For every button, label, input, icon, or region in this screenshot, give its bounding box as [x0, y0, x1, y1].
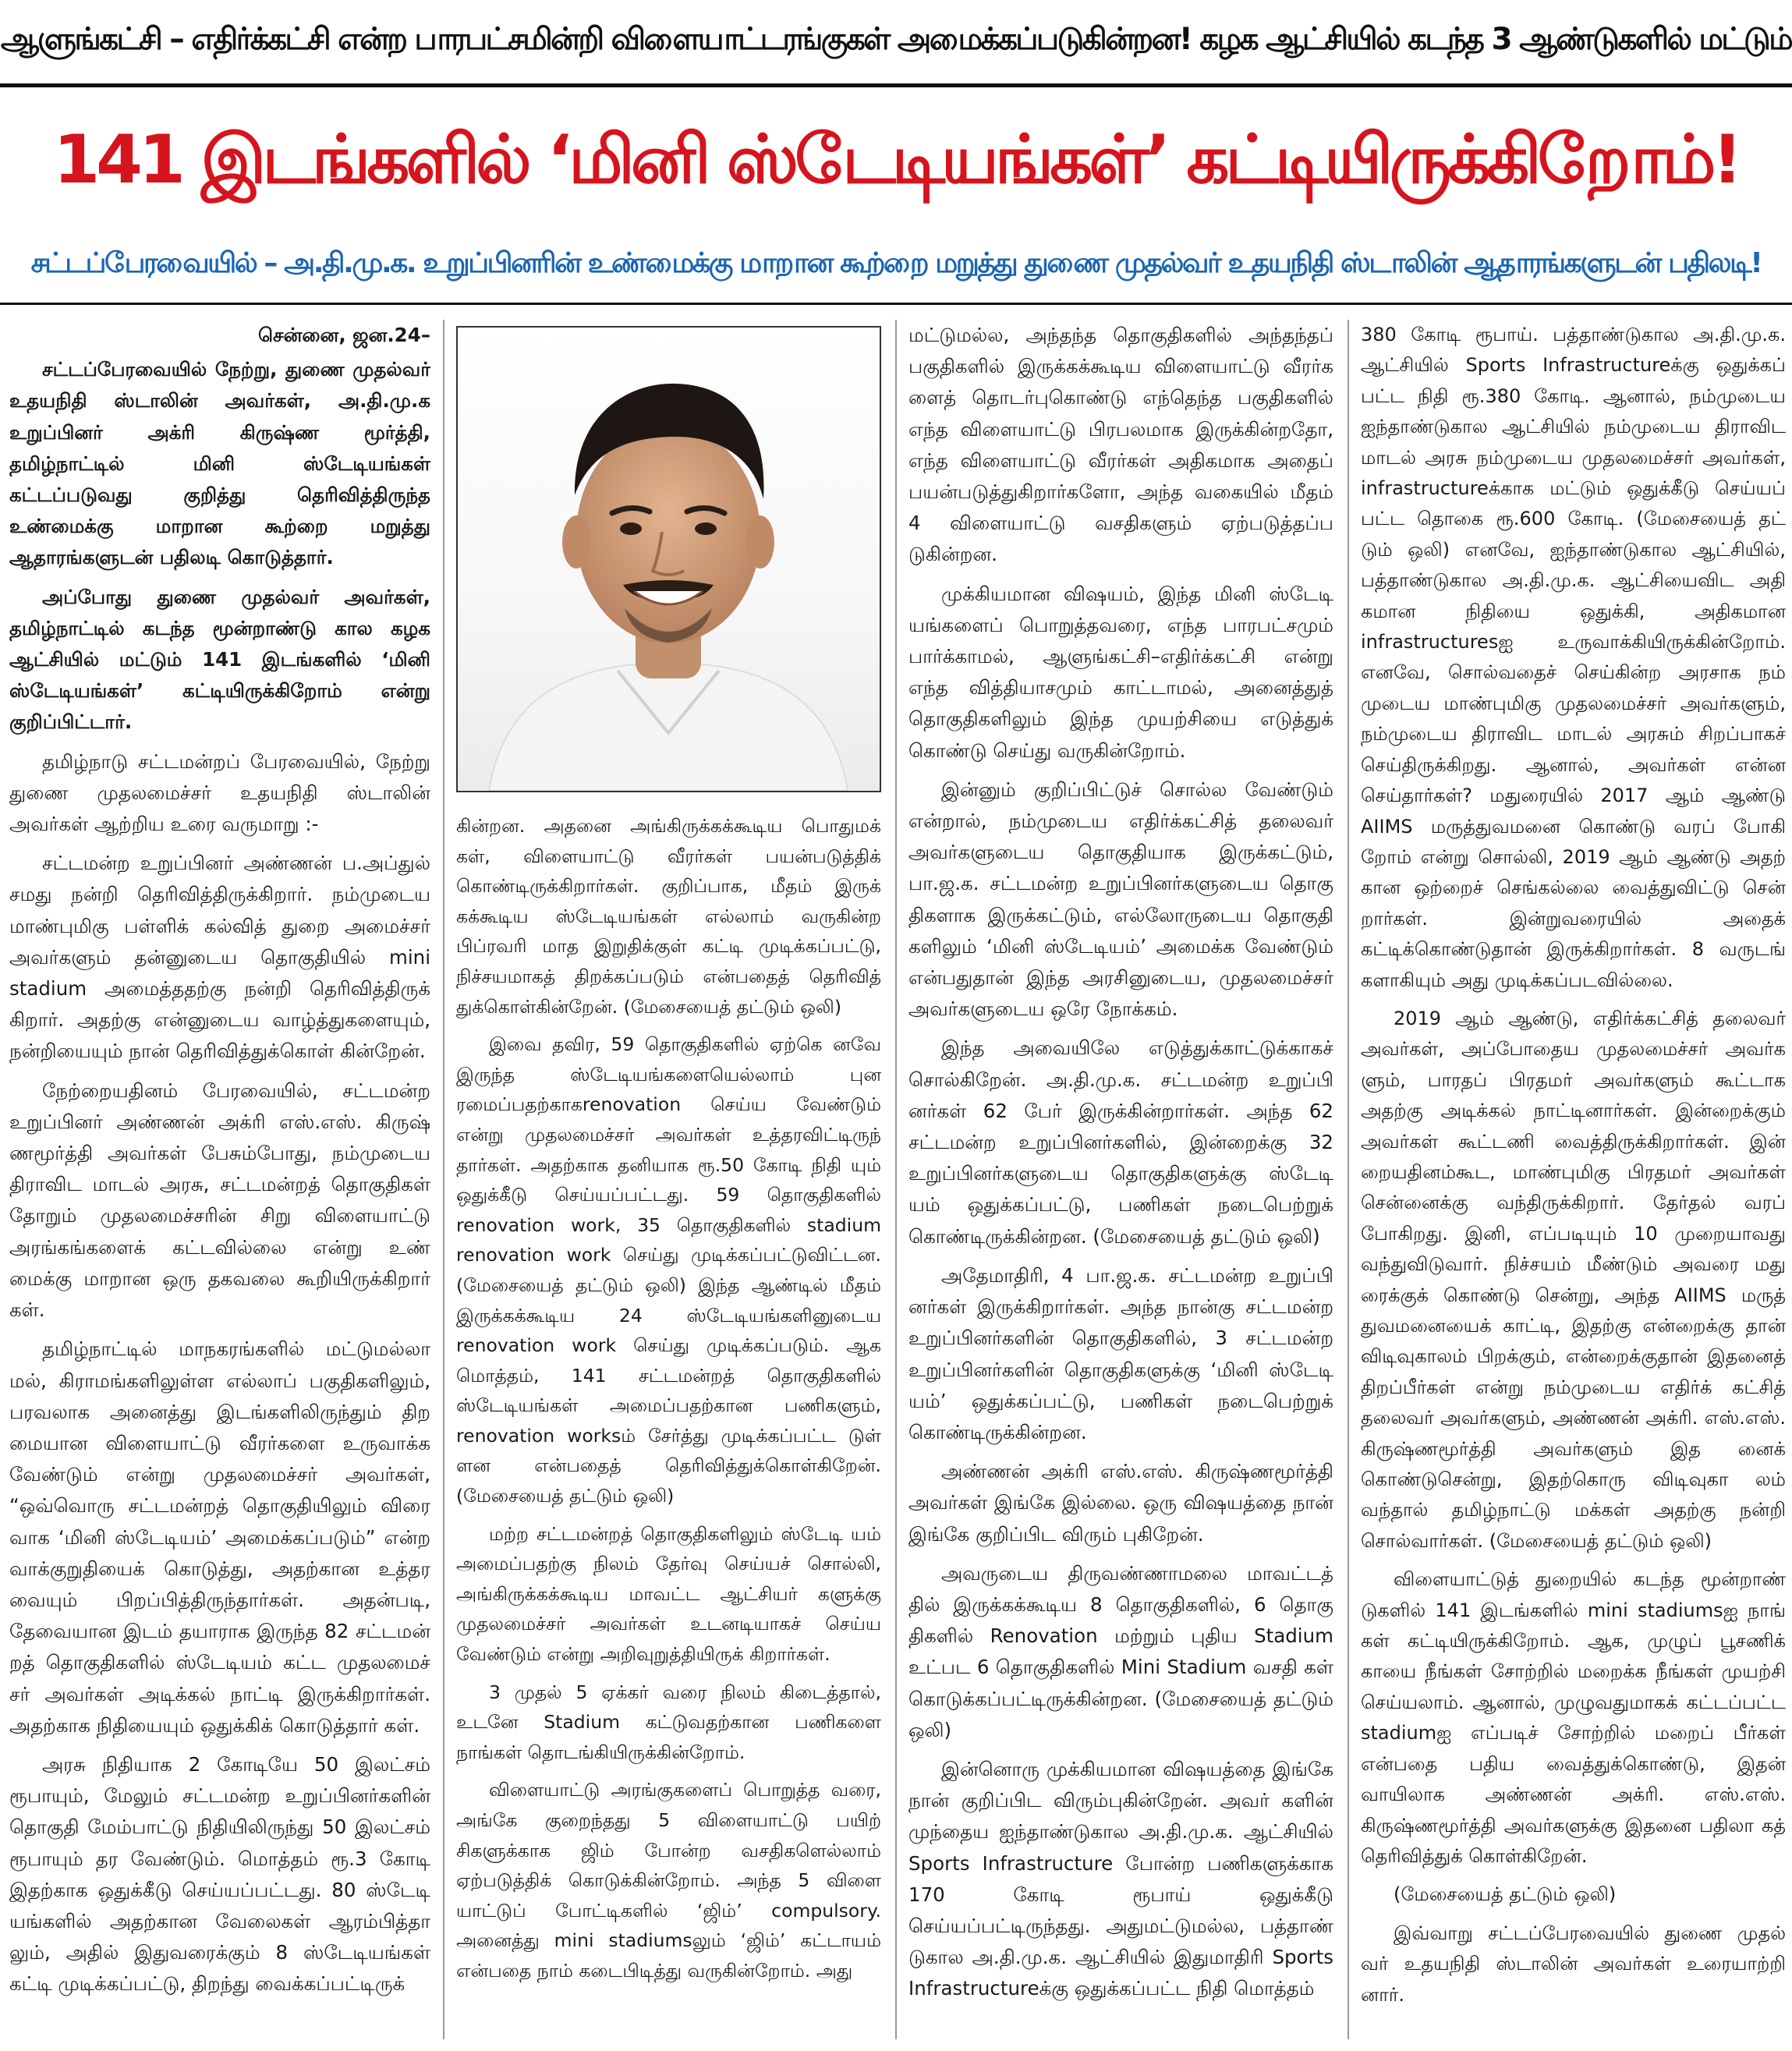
paragraph: 3 முதல் 5 ஏக்கர் வரை நிலம் கிடைத்தால், உடனே Stadium கட்டுவதற்கான பணிகளை நாங்கள் தொடங்கியிருக்கின்றோம். — [456, 1681, 881, 1763]
deck-subheadline: சட்டப்பேரவையில் – அ.தி.மு.க. உறுப்பினரின் உண்மைக்கு மாறான கூற்றை மறுத்து துணை முதல்வர் உதயநிதி ஸ்டாலின் ஆதாரங்களுடன் பதிலடி! — [30, 247, 1762, 279]
paragraph: விளையாட்டுத் துறையில் கடந்த மூன்றாண் டுகளில் 141 இடங்களில் mini stadiumsஐ நாங் கள் கட்டியிருக்கிறோம். ஆக, முழுப் பூசணிக் காயை நீங்கள் சோற்றில் மறைக்க நீங்கள் முயற்சி செய்யலாம். ஆனால், முழுவதுமாகக் கட்டப்பட்ட stadiumஐ எப்படிச் சோற்றில் மறைப் பீர்கள் என்பதை பதிய வைத்துக்கொண்டு, இதன் வாயிலாக அண்ணன் அக்ரி. எஸ்.எஸ். கிருஷ்ணமூர்த்தி அவர்களுக்கு இதனை பதிலா கத் தெரிவித்துக் கொள்கிறேன். — [1361, 1568, 1786, 1867]
paragraph: இன்னும் குறிப்பிட்டுச் சொல்ல வேண்டும் என்றால், நம்முடைய எதிர்க்கட்சித் தலைவர் அவர்களுடைய தொகுதியாக இருக்கட்டும், பா.ஜ.க. சட்டமன்ற உறுப்பினர்களுடைய தொகு திகளாக இருக்கட்டும், எல்லோருடைய தொகுதி களிலும் ‘மினி ஸ்டேடியம்’ அமைக்க வேண்டும் என்பதுதான் இந்த அரசினுடைய, முதலமைச்சர் அவர்களுடைய ஒரே நோக்கம். — [908, 778, 1333, 1021]
paragraph: கின்றன. அதனை அங்கிருக்கக்கூடிய பொதுமக் கள், விளையாட்டு வீரர்கள் பயன்படுத்திக் கொண்டிருக்கிறார்கள். குறிப்பாக, மீதம் இருக் கக்கூடிய ஸ்டேடியங்கள் எல்லாம் வருகின்ற பிப்ரவரி மாத இறுதிக்குள் கட்டி முடிக்கப்பட்டு, நிச்சயமாகத் திறக்கப்படும் என்பதைத் தெரிவித் துக்கொள்கின்றேன். (மேசையைத் தட்டும் ஒலி) — [456, 815, 881, 1018]
paragraph: சட்டமன்ற உறுப்பினர் அண்ணன் ப.அப்துல் சமது நன்றி தெரிவித்திருக்கிறார். நம்முடைய மாண்புமிகு பள்ளிக் கல்வித் துறை அமைச்சர் அவர்களும் தன்னுடைய தொகுதியில் mini stadium அமைத்ததற்கு நன்றி தெரிவித்திருக் கிறார். அதற்கு என்னுடைய வாழ்த்துகளையும், நன்றியையும் நான் தெரிவித்துக்கொள் கின்றேன். — [9, 852, 430, 1063]
paragraph: இந்த அவையிலே எடுத்துக்காட்டுக்காகச் சொல்கிறேன். அ.தி.மு.க. சட்டமன்ற உறுப்பி னர்கள் 62 பேர் இருக்கின்றார்கள். அந்த 62 சட்டமன்ற உறுப்பினர்களில், இன்றைக்கு 32 உறுப்பினர்களுடைய தொகுதிகளுக்கு ஸ்டேடி யம் ஒதுக்கப்பட்டு, பணிகள் நடைபெற்றுக் கொண்டிருக்கின்றன. (மேசையைத் தட்டும் ஒலி) — [908, 1036, 1333, 1248]
article-column-4 — [1361, 320, 1786, 2039]
lead-paragraph: சட்டப்பேரவையில் நேற்று, துணை முதல்வர் உதயநிதி ஸ்டாலின் அவர்கள், அ.தி.மு.க உறுப்பினர் அக்ரி கிருஷ்ண மூர்த்தி, தமிழ்நாட்டில் மினி ஸ்டேடியங்கள் கட்டப்படுவது குறித்து தெரிவித்திருந்த உண்மைக்கு மாறான கூற்றை மறுத்து ஆதாரங்களுடன் பதிலடி கொடுத்தார். — [9, 358, 430, 569]
paragraph: தமிழ்நாட்டில் மாநகரங்களில் மட்டுமல்லா மல், கிராமங்களிலுள்ள எல்லாப் பகுதிகளிலும், பரவலாக அனைத்து இடங்களிலிருந்தும் திற மையான விளையாட்டு வீரர்களை உருவாக்க வேண்டும் என்று முதலமைச்சர் அவர்கள், “ஒவ்வொரு சட்டமன்றத் தொகுதியிலும் விரை வாக ‘மினி ஸ்டேடியம்’ அமைக்கப்படும்” என்ற வாக்குறுதியைக் கொடுத்து, அதற்கான உத்தர வையும் பிறப்பித்திருந்தார்கள். அதன்படி, தேவையான இடம் தயாராக இருந்த 82 சட்டமன் றத் தொகுதிகளில் ஸ்டேடியம் கட்ட முதலமைச் சர் அவர்கள் அடிக்கல் நாட்டி இருக்கிறார்கள். அதற்காக நிதியையும் ஒதுக்கிக் கொடுத்தார் கள். — [9, 1337, 430, 1737]
kicker-line: ஆளுங்கட்சி – எதிர்க்கட்சி என்ற பாரபட்சமின்றி விளையாட்டரங்குகள் அமைக்கப்படுகின்றன! கழக ஆட்சியில் கடந்த 3 ஆண்டுகளில் மட்டும் — [0, 21, 1792, 57]
paragraph: 2019 ஆம் ஆண்டு, எதிர்க்கட்சித் தலைவர் அவர்கள், அப்போதைய முதலமைச்சர் அவர்க ளும், பாரதப் பிரதமர் அவர்களும் கூட்டாக அதற்கு அடிக்கல் நாட்டினார்கள். இன்றைக்கும் அவர்கள் கூட்டணி வைத்திருக்கிறார்கள். இன் றையதினம்கூட, மாண்புமிகு பிரதமர் அவர்கள் சென்னைக்கு வந்திருக்கிறார். தேர்தல் வரப் போகிறது. இனி, எப்படியும் 10 முறையாவது வந்துவிடுவார். நிச்சயம் மீண்டும் அவரை மது ரைக்குக் கொண்டு சென்று, அந்த AIIMS மருத் துவமனையைக் காட்டி, இதற்கு என்றைக்கு தான் விடிவுகாலம் பிறக்கும், என்றைக்குதான் இதனைத் திறப்பீர்கள் என்று நம்முடைய எதிர்க் கட்சித் தலைவர் அவர்களும், அண்ணன் அக்ரி. எஸ்.எஸ். கிருஷ்ணமூர்த்தி அவர்களும் இத னைக் கொண்டுசென்று, இதற்கொரு விடிவுகா லம் வந்தால் தமிழ்நாட்டு மக்கள் அதற்கு நன்றி சொல்வார்கள். (மேசையைத் தட்டும் ஒலி) — [1361, 1007, 1786, 1552]
column-divider — [895, 320, 897, 2039]
paragraph: மட்டுமல்ல, அந்தந்த தொகுதிகளில் அந்தந்தப் பகுதிகளில் இருக்கக்கூடிய விளையாட்டு வீரர்க ளைத் தொடர்புகொண்டு எந்தெந்த பகுதிகளில் எந்த விளையாட்டு பிரபலமாக இருக்கின்றதோ, எந்த விளையாட்டு வீரர்கள் அதிகமாக அதைப் பயன்படுத்துகிறார்களோ, அந்த வகையில் மீதம் 4 விளையாட்டு வசதிகளும் ஏற்படுத்தப்ப டுகின்றன. — [908, 324, 1333, 566]
paragraph: அரசு நிதியாக 2 கோடியே 50 இலட்சம் ரூபாயும், மேலும் சட்டமன்ற உறுப்பினர்களின் தொகுதி மேம்பாட்டு நிதியிலிருந்து 50 இலட்சம் ரூபாயும் தர வேண்டும். மொத்தம் ரூ.3 கோடி இதற்காக ஒதுக்கீடு செய்யப்பட்டது. 80 ஸ்டேடி யங்களில் அதற்கான வேலைகள் ஆரம்பித்தா லும், அதில் இதுவரைக்கும் 8 ஸ்டேடியங்கள் கட்டி முடிக்கப்பட்டு, திறந்து வைக்கப்பட்டிருக் — [9, 1752, 430, 1996]
top-rule — [0, 83, 1792, 87]
paragraph: நேற்றையதினம் பேரவையில், சட்டமன்ற உறுப்பினர் அண்ணன் அக்ரி எஸ்.எஸ். கிருஷ் ணமூர்த்தி அவர்கள் பேசும்போது, நம்முடைய திராவிட மாடல் அரசு, சட்டமன்றத் தொகுதிகள் தோறும் முதலமைச்சரின் சிறு விளையாட்டு அரங்கங்களைக் கட்டவில்லை என்று உண் மைக்கு மாறான ஒரு தகவலை கூறியிருக்கிறார் கள். — [9, 1079, 430, 1322]
deck-rule — [0, 303, 1792, 305]
portrait-photo — [456, 326, 881, 792]
dateline: சென்னை, ஜன.24– — [257, 324, 430, 346]
paragraph: மற்ற சட்டமன்றத் தொகுதிகளிலும் ஸ்டேடி யம் அமைப்பதற்கு நிலம் தேர்வு செய்யச் சொல்லி, அங்கிருக்கக்கூடிய மாவட்ட ஆட்சியர் களுக்கு முதலமைச்சர் அவர்கள் உடனடியாகச் செய்ய வேண்டும் என்று அறிவுறுத்தியிருக் கிறார்கள். — [456, 1522, 881, 1666]
paragraph: முக்கியமான விஷயம், இந்த மினி ஸ்டேடி யங்களைப் பொறுத்தவரை, எந்த பாரபட்சமும் பார்க்காமல், ஆளுங்கட்சி–எதிர்க்கட்சி என்று எந்த வித்தியாசமும் காட்டாமல், அனைத்துத் தொகுதிகளிலும் இந்த முயற்சியை எடுத்துக் கொண்டு செய்து வருகின்றோம். — [908, 582, 1333, 762]
paragraph: (மேசையைத் தட்டும் ஒலி) — [1394, 1883, 1617, 1906]
paragraph: இவ்வாறு சட்டப்பேரவையில் துணை முதல் வர் உதயநிதி ஸ்டாலின் அவர்கள் உரையாற்றி னார். — [1361, 1922, 1786, 2006]
paragraph: அண்ணன் அக்ரி எஸ்.எஸ். கிருஷ்ணமூர்த்தி அவர்கள் இங்கே இல்லை. ஒரு விஷயத்தை நான் இங்கே குறிப்பிட விரும் புகிறேன். — [908, 1460, 1333, 1546]
headline: 141 இடங்களில் ‘மினி ஸ்டேடியங்கள்’ கட்டியிருக்கிறோம்! — [53, 120, 1739, 199]
article-column-1 — [9, 320, 430, 2039]
portrait-illustration — [458, 328, 880, 791]
column-divider — [443, 320, 444, 2039]
paragraph: 380 கோடி ரூபாய். பத்தாண்டுகால அ.தி.மு.க. ஆட்சியில் Sports Infrastructureக்கு ஒதுக்கப் பட்ட நிதி ரூ.380 கோடி. ஆனால், நம்முடைய ஐந்தாண்டுகால ஆட்சியில் நம்முடைய திராவிட மாடல் அரசு நம்முடைய முதலமைச்சர் அவர்கள், infrastructureக்காக மட்டும் ஒதுக்கீடு செய்யப் பட்ட தொகை ரூ.600 கோடி. (மேசையைத் தட் டும் ஒலி) எனவே, ஐந்தாண்டுகால ஆட்சியில், பத்தாண்டுகால அ.தி.மு.க. ஆட்சியைவிட அதி கமான நிதியை ஒதுக்கி, அதிகமான infrastructuresஐ உருவாக்கியிருக்கின்றோம். எனவே, சொல்வதைச் செய்கின்ற அரசாக நம் முடைய மாண்புமிகு முதலமைச்சர் அவர்களும், நம்முடைய திராவிட மாடல் அரசும் சிறப்பாகச் செய்திருக்கிறது. ஆனால், அவர்கள் என்ன செய்தார்கள்? மதுரையில் 2017 ஆம் ஆண்டு AIIMS மருத்துவமனை கொண்டு வரப் போகி றோம் என்று சொல்லி, 2019 ஆம் ஆண்டு அதற் கான ஒற்றைச் செங்கல்லை வைத்துவிட்டு சென் றார்கள். இன்றுவரையில் அதைக் கட்டிக்கொண்டுதான் இருக்கிறார்கள். 8 வருடங் களாகியும் அது முடிக்கப்படவில்லை. — [1361, 324, 1786, 991]
paragraph: இன்னொரு முக்கியமான விஷயத்தை இங்கே நான் குறிப்பிட விரும்புகின்றேன். அவர் களின் முந்தைய ஐந்தாண்டுகால அ.தி.மு.க. ஆட்சியில் Sports Infrastructure போன்ற பணிகளுக்காக 170 கோடி ரூபாய் ஒதுக்கீடு செய்யப்பட்டிருந்தது. அதுமட்டுமல்ல, பத்தாண் டுகால அ.தி.மு.க. ஆட்சியில் இதுமாதிரி Sports Infrastructureக்கு ஒதுக்கப்பட்ட நிதி மொத்தம் — [908, 1757, 1333, 2000]
paragraph: விளையாட்டு அரங்குகளைப் பொறுத்த வரை, அங்கே குறைந்தது 5 விளையாட்டு பயிற் சிகளுக்காக ஜிம் போன்ற வசதிகளெல்லாம் ஏற்படுத்திக் கொடுக்கின்றோம். அந்த 5 விளை யாட்டுப் போட்டிகளில் ‘ஜிம்’ compulsory. அனைத்து mini stadiumsலும் ‘ஜிம்’ கட்டாயம் என்பதை நாம் கடைபிடித்து வருகின்றோம். அது — [456, 1779, 881, 1982]
article-column-2 — [456, 811, 881, 2043]
article-lead — [9, 354, 430, 738]
column-divider — [1348, 320, 1349, 2039]
paragraph: இவை தவிர, 59 தொகுதிகளில் ஏற்கெ னவே இருந்த ஸ்டேடியங்களையெல்லாம் புன ரமைப்பதற்காகrenovation செய்ய வேண்டும் என்று முதலமைச்சர் அவர்கள் உத்தரவிட்டிருந் தார்கள். அதற்காக தனியாக ரூ.50 கோடி நிதி யும் ஒதுக்கீடு செய்யப்பட்டது. 59 தொகுதிகளில் renovation work, 35 தொகுதிகளில் stadium renovation work செய்து முடிக்கப்பட்டுவிட்டன. (மேசையைத் தட்டும் ஒலி) இந்த ஆண்டில் மீதம் இருக்கக்கூடிய 24 ஸ்டேடியங்களினுடைய renovation work செய்து முடிக்கப்படும். ஆக மொத்தம், 141 சட்டமன்றத் தொகுதிகளில் ஸ்டேடியங்கள் அமைப்பதற்கான பணிகளும், renovation worksம் சேர்த்து முடிக்கப்பட்ட டுள் ளன என்பதைத் தெரிவித்துக்கொள்கிறேன். (மேசையைத் தட்டும் ஒலி) — [456, 1033, 881, 1507]
lead-paragraph: அப்போது துணை முதல்வர் அவர்கள், தமிழ்நாட்டில் கடந்த மூன்றாண்டு கால கழக ஆட்சியில் மட்டும் 141 இடங்களில் ‘மினி ஸ்டேடியங்கள்’ கட்டியிருக்கிறோம் என்று குறிப்பிட்டார். — [9, 585, 430, 734]
paragraph: தமிழ்நாடு சட்டமன்றப் பேரவையில், நேற்று துணை முதலமைச்சர் உதயநிதி ஸ்டாலின் அவர்கள் ஆற்றிய உரை வருமாறு :- — [9, 749, 430, 836]
article-column-3 — [908, 320, 1333, 2039]
paragraph: அவருடைய திருவண்ணாமலை மாவட்டத் தில் இருக்கக்கூடிய 8 தொகுதிகளில், 6 தொகு திகளில் Renovation மற்றும் புதிய Stadium உட்பட 6 தொகுதிகளில் Mini Stadium வசதி கள் கொடுக்கப்பட்டிருக்கின்றன. (மேசையைத் தட்டும் ஒலி) — [908, 1561, 1333, 1741]
paragraph: அதேமாதிரி, 4 பா.ஜ.க. சட்டமன்ற உறுப்பி னர்கள் இருக்கிறார்கள். அந்த நான்கு சட்டமன்ற உறுப்பினர்களின் தொகுதிகளில், 3 சட்டமன்ற உறுப்பினர்களின் தொகுதிகளுக்கு ‘மினி ஸ்டேடி யம்’ ஒதுக்கப்பட்டு, பணிகள் நடைபெற்றுக் கொண்டிருக்கின்றன. — [908, 1263, 1333, 1443]
